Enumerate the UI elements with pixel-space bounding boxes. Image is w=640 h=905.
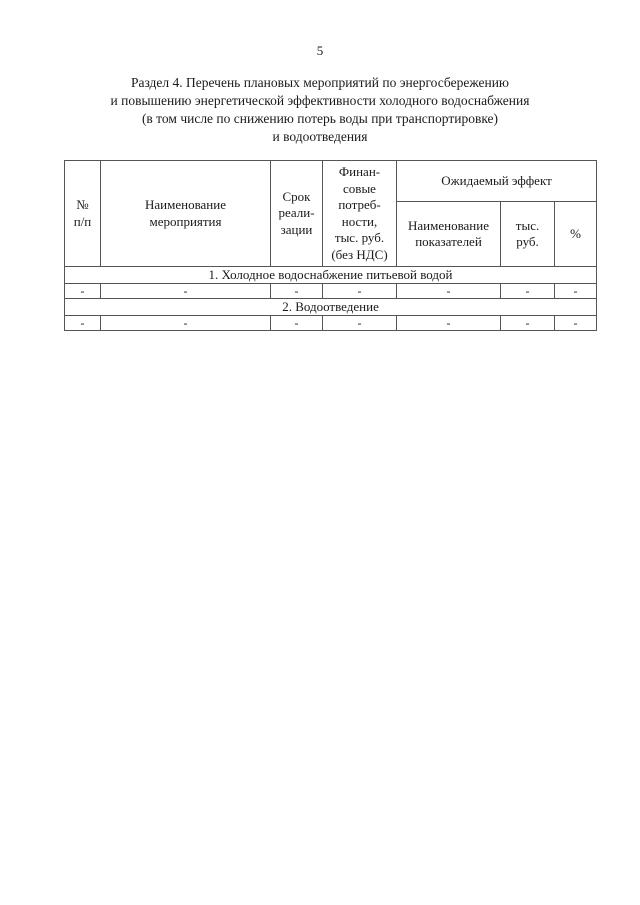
header-term [271, 161, 323, 267]
header-finance-line: (без НДС) [331, 246, 388, 262]
title-line: и повышению энергетической эффективности холодного водоснабжения [110, 93, 530, 108]
table-cell: - [271, 284, 323, 299]
table-cell: - [101, 284, 271, 299]
measures-table [64, 160, 597, 331]
header-measure-name-line: Наименование [145, 197, 226, 212]
header-finance-line: Финан- [338, 164, 381, 179]
table-cell: - [65, 284, 101, 299]
table-cell: - [101, 316, 271, 331]
section-row [65, 267, 597, 284]
title-line: Раздел 4. Перечень плановых мероприятий по энергосбережению [130, 75, 510, 90]
header-term-line: реали- [278, 205, 315, 221]
header-finance-line: потреб- [338, 197, 381, 212]
header-thousand-rub-line: руб. [516, 234, 539, 249]
section-title-drainage: 2. Водоотведение [65, 299, 597, 316]
header-finance [323, 161, 397, 267]
header-finance-line: ности, [341, 213, 378, 229]
section-title-cold-water: 1. Холодное водоснабжение питьевой водой [65, 267, 597, 284]
table-cell: - [501, 284, 555, 299]
header-measure-name-line: мероприятия [149, 213, 222, 229]
section-row [65, 299, 597, 316]
table-cell: - [323, 284, 397, 299]
header-number-line: п/п [73, 213, 92, 229]
header-expected-effect: Ожидаемый эффект [397, 161, 597, 202]
header-thousand-rub-line: тыс. [515, 217, 540, 233]
table-cell: - [323, 316, 397, 331]
header-finance-line: совые [343, 180, 376, 196]
table-cell: - [65, 316, 101, 331]
table-row [65, 284, 597, 299]
header-term-line: Срок [282, 188, 311, 204]
title-line: и водоотведения [272, 129, 368, 144]
table-cell: - [397, 316, 501, 331]
table-cell: - [271, 316, 323, 331]
table-row [65, 316, 597, 331]
header-indicator-name [397, 202, 501, 267]
header-term-line: зации [280, 221, 313, 237]
header-thousand-rub [501, 202, 555, 267]
section-title [40, 74, 600, 146]
header-indicator-name-line: Наименование [408, 217, 489, 233]
header-measure-name [101, 161, 271, 267]
header-percent: % [555, 202, 597, 267]
page-number: 5 [316, 43, 324, 58]
header-finance-line: тыс. руб. [334, 230, 385, 245]
table-cell: - [555, 284, 597, 299]
table-cell: - [397, 284, 501, 299]
table-cell: - [555, 316, 597, 331]
header-number [65, 161, 101, 267]
table-cell: - [501, 316, 555, 331]
header-number-line: № [76, 197, 89, 212]
header-indicator-name-line: показателей [415, 234, 482, 249]
title-line: (в том числе по снижению потерь воды при транспортировке) [141, 111, 499, 126]
